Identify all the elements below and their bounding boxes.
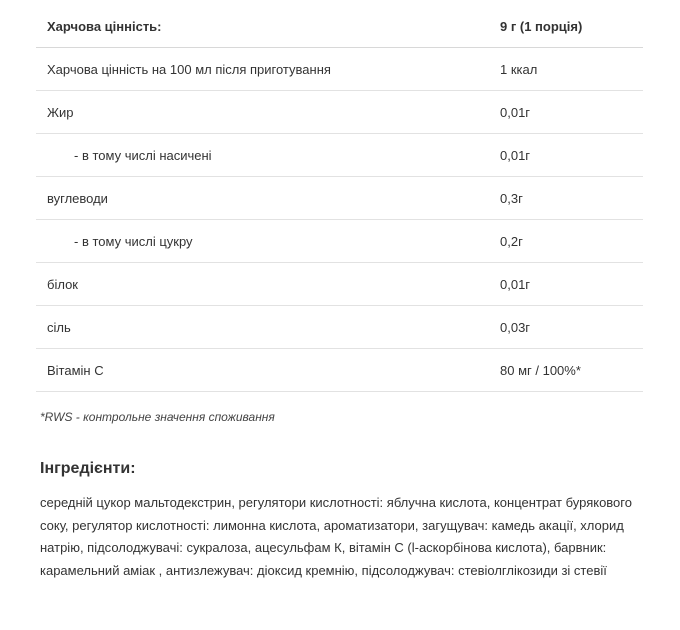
nutrition-row-value: 0,03г: [500, 319, 531, 335]
nutrition-table: [36, 5, 643, 392]
nutrition-header-row: [36, 5, 643, 48]
ingredients-title: Інгредієнти:: [40, 460, 136, 477]
nutrition-row-salt: [36, 306, 643, 349]
nutrition-row-energy: [36, 48, 643, 91]
nutrition-row-saturated-fat: [36, 134, 643, 177]
nutrition-row-label: - в тому числі цукру: [74, 233, 193, 249]
nutrition-row-label: - в тому числі насичені: [74, 147, 212, 163]
nutrition-row-value: 0,01г: [500, 276, 531, 292]
nutrition-row-value: 1 ккал: [500, 61, 538, 77]
nutrition-row-carbohydrates: [36, 177, 643, 220]
nutrition-header-value: 9 г (1 порція): [500, 18, 583, 34]
nutrition-row-value: 80 мг / 100%*: [500, 362, 581, 378]
ingredients-text: середній цукор мальтодекстрин, регулятори кислотності: яблучна кислота, концентрат бурякового соку, регулятор кислотності: лимонна кислота, ароматизатори, загущувач: камедь акації, хлорид натрію, підсолоджувачі: сукралоза, ацесульфам К, вітамін С (l-аскорбінова кислота), барвник: карамельний аміак , антизлежувач: діоксид кремнію, підсолоджувач: стевіолглікозиди зі стевії: [40, 495, 632, 578]
nutrition-row-value: 0,3г: [500, 190, 523, 206]
nutrition-row-value: 0,2г: [500, 233, 523, 249]
nutrition-row-value: 0,01г: [500, 104, 531, 120]
nutrition-header-label: Харчова цінність:: [47, 18, 162, 34]
rws-footnote: *RWS - контрольне значення споживання: [40, 410, 275, 424]
nutrition-row-value: 0,01г: [500, 147, 531, 163]
nutrition-row-label: Жир: [47, 104, 74, 120]
nutrition-row-protein: [36, 263, 643, 306]
nutrition-row-sugar: [36, 220, 643, 263]
nutrition-row-label: Вітамін С: [47, 362, 104, 378]
nutrition-row-label: вуглеводи: [47, 190, 108, 206]
nutrition-row-label: Харчова цінність на 100 мл після приготування: [47, 61, 331, 77]
nutrition-row-label: сіль: [47, 319, 71, 335]
nutrition-row-label: білок: [47, 276, 78, 292]
nutrition-row-fat: [36, 91, 643, 134]
nutrition-row-vitamin-c: [36, 349, 643, 392]
